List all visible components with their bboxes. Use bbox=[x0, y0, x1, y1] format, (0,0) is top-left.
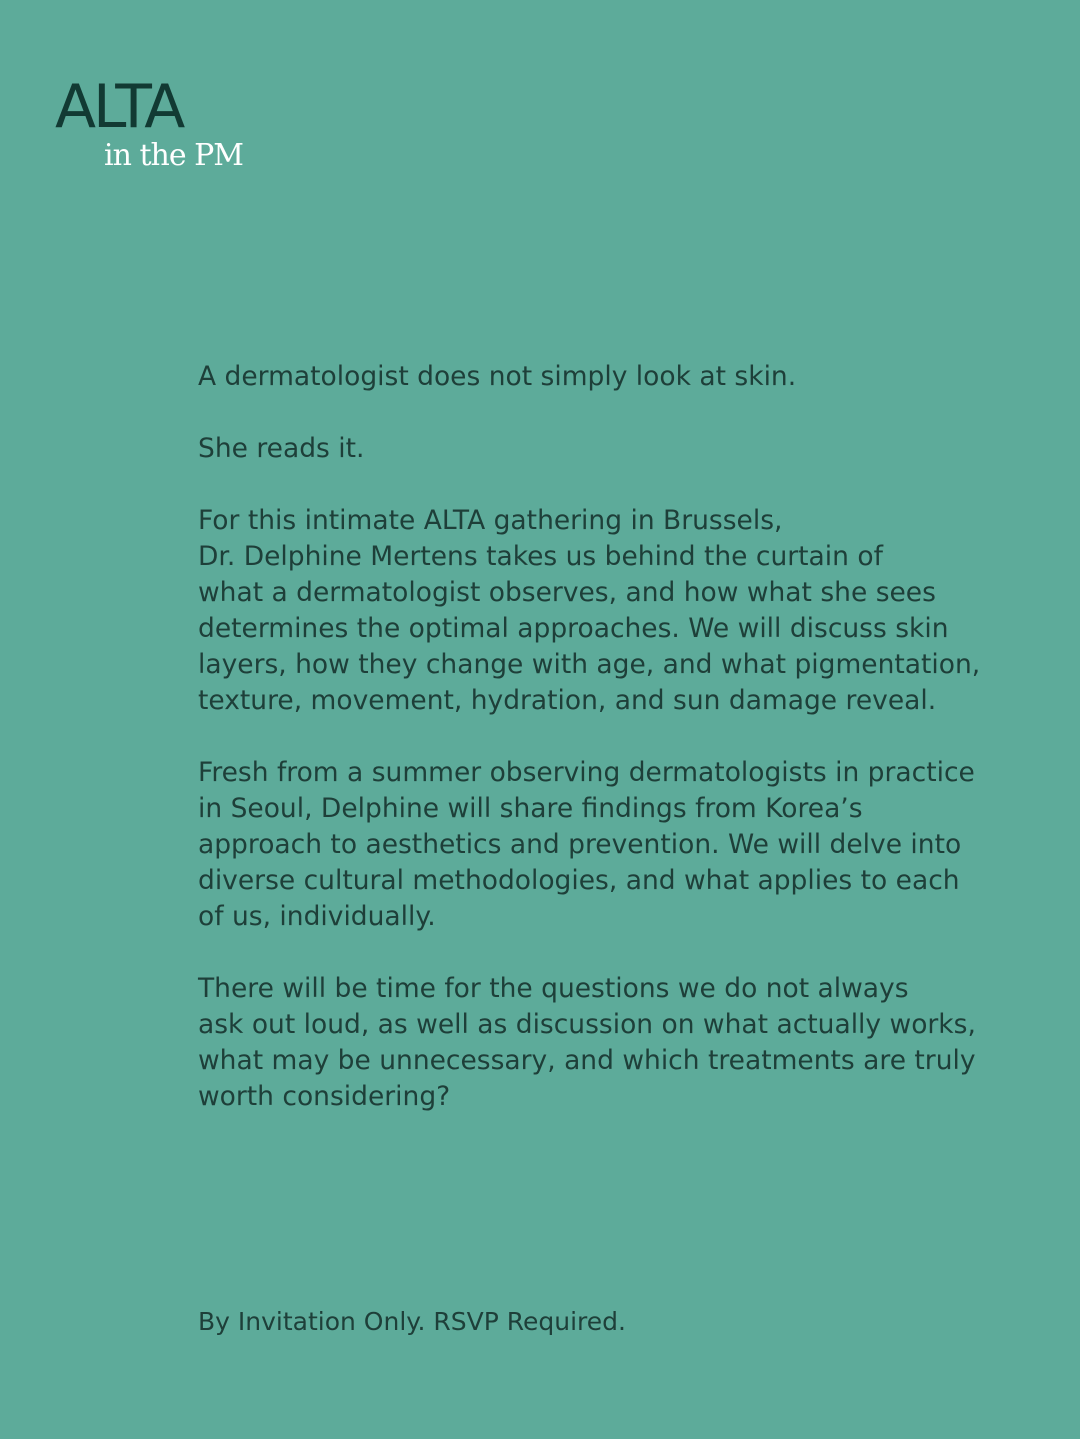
text-line: of us, individually. bbox=[198, 901, 436, 932]
text-line: texture, movement, hydration, and sun damage reveal. bbox=[198, 685, 937, 716]
text-line: Fresh from a summer observing dermatologists in practice bbox=[198, 757, 975, 788]
text-line: diverse cultural methodologies, and what applies to each bbox=[198, 865, 960, 896]
logo-wordmark: ALTA bbox=[55, 72, 183, 142]
paragraph-questions bbox=[198, 971, 998, 1115]
paragraph-intro bbox=[198, 359, 998, 395]
invitation-body bbox=[198, 359, 998, 1151]
paragraph-gathering bbox=[198, 503, 998, 719]
text-line: layers, how they change with age, and what pigmentation, bbox=[198, 649, 981, 680]
logo-tagline: in the PM bbox=[104, 138, 244, 173]
text-line: A dermatologist does not simply look at skin. bbox=[198, 361, 797, 392]
rsvp-note: By Invitation Only. RSVP Required. bbox=[198, 1307, 626, 1336]
text-line: in Seoul, Delphine will share findings from Korea’s bbox=[198, 793, 863, 824]
text-line: Dr. Delphine Mertens takes us behind the curtain of bbox=[198, 541, 883, 572]
text-line: For this intimate ALTA gathering in Brussels, bbox=[198, 505, 783, 536]
text-line: approach to aesthetics and prevention. We will delve into bbox=[198, 829, 962, 860]
paragraph-reads bbox=[198, 431, 998, 467]
text-line: determines the optimal approaches. We will discuss skin bbox=[198, 613, 949, 644]
text-line: worth considering? bbox=[198, 1081, 451, 1112]
brand-logo bbox=[55, 72, 244, 173]
text-line: ask out loud, as well as discussion on what actually works, bbox=[198, 1009, 976, 1040]
paragraph-seoul bbox=[198, 755, 998, 935]
text-line: She reads it. bbox=[198, 433, 365, 464]
text-line: what a dermatologist observes, and how what she sees bbox=[198, 577, 936, 608]
text-line: There will be time for the questions we do not always bbox=[198, 973, 909, 1004]
text-line: what may be unnecessary, and which treatments are truly bbox=[198, 1045, 976, 1076]
